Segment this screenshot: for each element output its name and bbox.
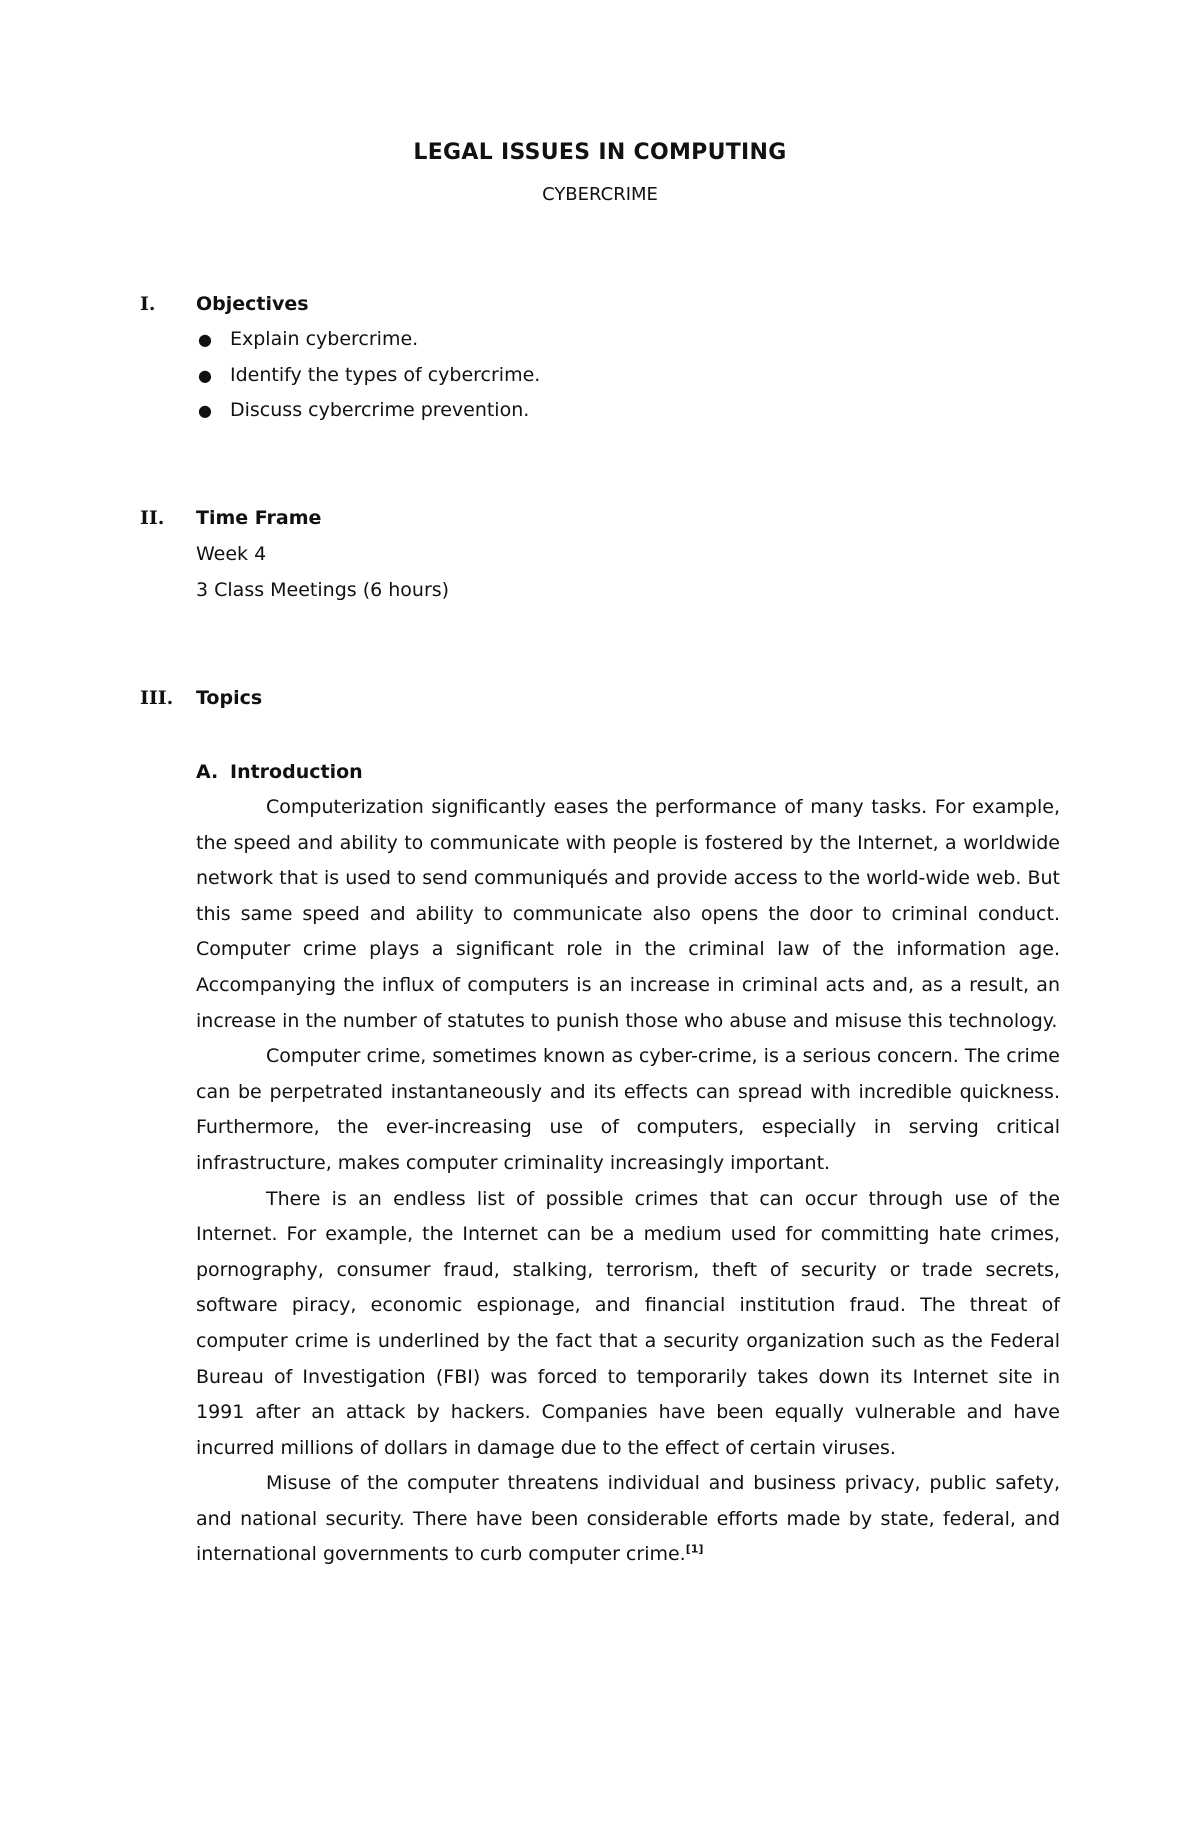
footnote-reference[interactable]: [1] (685, 1543, 704, 1557)
bullet-icon: ● (198, 330, 212, 349)
topics-heading (140, 680, 1070, 716)
section-title: Objectives (196, 293, 309, 315)
time-frame-meetings: 3 Class Meetings (6 hours) (196, 579, 450, 601)
paragraph (196, 1466, 1060, 1573)
topics-section (140, 680, 1070, 716)
bullet-icon: ● (198, 365, 212, 385)
section-numeral: II. (140, 507, 165, 529)
objective-text: Identify the types of cybercrime. (230, 363, 541, 386)
section-title: Topics (196, 687, 263, 709)
list-item (140, 322, 1070, 358)
objective-text: Explain cybercrime. (230, 328, 419, 350)
document-title: LEGAL ISSUES IN COMPUTING (413, 140, 787, 165)
time-frame-heading (140, 500, 1070, 536)
objectives-list (140, 322, 1070, 429)
paragraph-text: Misuse of the computer threatens individual and business privacy, public safety, and national security. There have been considerable efforts made by state, federal, and international governments to curb computer crime. (196, 1472, 1060, 1566)
subsection-letter: A. (196, 761, 219, 783)
paragraph: Computerization significantly eases the performance of many tasks. For example, the speed and ability to communicate with people is fostered by the Internet, a worldwide network that is used to send communiqués and provide access to the world-wide web. But this same speed and ability to communicate also opens the door to criminal conduct. Computer crime plays a significant role in the criminal law of the information age. Accompanying the influx of computers is an increase in criminal acts and, as a result, an increase in the number of statutes to punish those who abuse and misuse this technology. (196, 796, 1060, 1032)
objectives-section (140, 286, 1070, 429)
bullet-icon: ● (198, 401, 212, 420)
paragraph: There is an endless list of possible crimes that can occur through use of the Internet. For example, the Internet can be a medium used for committing hate crimes, pornography, consumer fraud, stalking, terrorism, theft of security or trade secrets, software piracy, economic espionage, and financial institution fraud. The threat of computer crime is underlined by the fact that a security organization such as the Federal Bureau of Investigation (FBI) was forced to temporarily takes down its Internet site in 1991 after an attack by hackers. Companies have been equally vulnerable and have incurred millions of dollars in damage due to the effect of certain viruses. (196, 1187, 1060, 1459)
section-title: Time Frame (196, 507, 322, 529)
time-frame-week: Week 4 (196, 543, 267, 565)
objective-text: Discuss cybercrime prevention. (230, 399, 530, 421)
paragraph: Computer crime, sometimes known as cyber-crime, is a serious concern. The crime can be perpetrated instantaneously and its effects can spread with incredible quickness. Furthermore, the ever-increasing use of computers, especially in serving critical infrastructure, makes computer criminality increasingly important. (196, 1045, 1060, 1174)
document-subtitle: CYBERCRIME (542, 184, 658, 205)
objectives-heading (140, 286, 1070, 322)
introduction-body (196, 790, 1060, 1573)
list-item (140, 393, 1070, 429)
subsection-title: Introduction (230, 761, 363, 783)
section-numeral: III. (140, 687, 174, 709)
list-item (140, 358, 1070, 394)
section-numeral: I. (140, 293, 156, 315)
introduction-heading (196, 754, 363, 790)
time-frame-section (140, 500, 1070, 608)
